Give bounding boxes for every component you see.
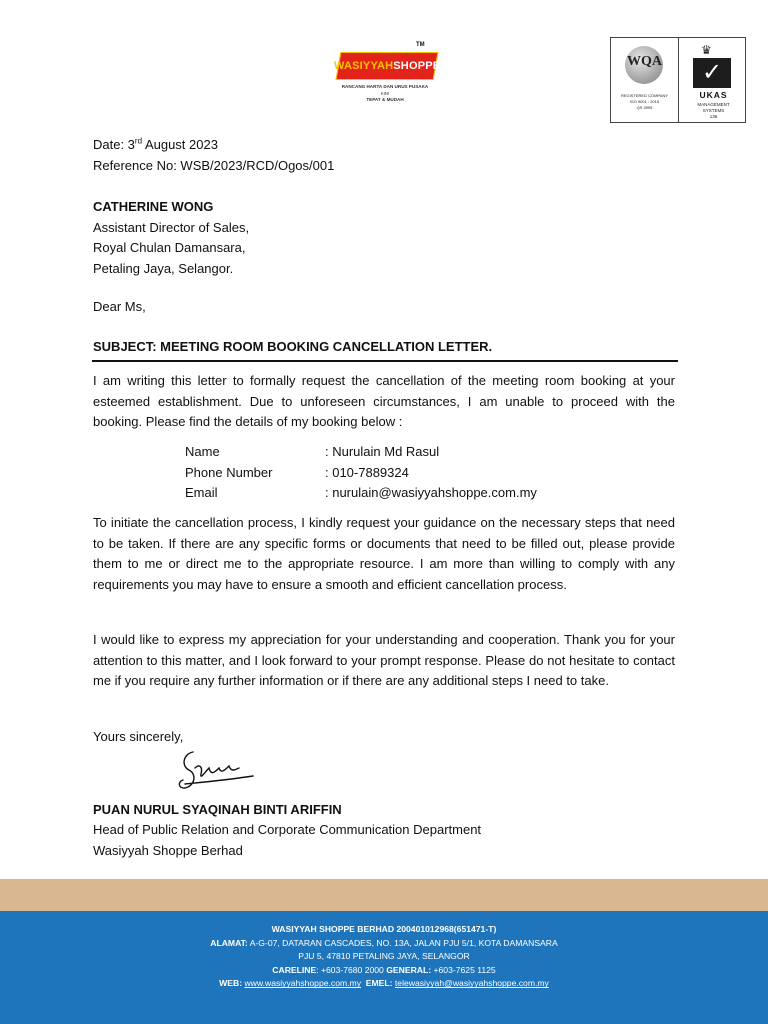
detail-value: : nurulain@wasiyyahshoppe.com.my bbox=[325, 485, 537, 501]
qs-label: QS 3995 bbox=[636, 105, 653, 110]
signature-icon bbox=[165, 746, 257, 794]
salutation: Dear Ms, bbox=[93, 299, 146, 314]
company-logo bbox=[330, 42, 440, 108]
detail-row-email bbox=[185, 483, 537, 504]
detail-value: : Nurulain Md Rasul bbox=[325, 444, 440, 459]
ukas-sub-1: MANAGEMENT bbox=[697, 102, 730, 107]
checkmark-icon: ✓ bbox=[693, 58, 731, 88]
ukas-sub-3: 136 bbox=[709, 114, 718, 119]
footer-phones: CARELINE: +603-7680 2000 GENERAL: +603-7625 1125 bbox=[272, 964, 496, 975]
detail-row-name bbox=[185, 442, 537, 463]
ukas-sub-2: SYSTEMS bbox=[702, 108, 725, 113]
subject-divider bbox=[92, 360, 678, 362]
detail-label: Phone Number bbox=[185, 464, 273, 480]
logo-tagline-1: RANCANG HARTA DAN URUS PUSAKA bbox=[341, 84, 429, 89]
wqa-label: WQA bbox=[627, 54, 662, 69]
footer-band bbox=[0, 879, 768, 911]
footer-company: WASIYYAH SHOPPE BERHAD 200401012968(651471-T) bbox=[271, 924, 497, 934]
certification-badge bbox=[610, 37, 746, 123]
footer bbox=[0, 911, 768, 1024]
paragraph-1: I am writing this letter to formally request the cancellation of the meeting room booking at your esteemed establishment. Due to unforeseen circumstances, I am unable to proceed with the booking. Please find the details of my booking below : bbox=[93, 373, 675, 430]
ukas-label: UKAS bbox=[699, 90, 728, 100]
logo-trademark: TM bbox=[416, 42, 425, 48]
footer-web-email: WEB: www.wasiyyahshoppe.com.my EMEL: telewasiyyah@wasiyyahshoppe.com.my bbox=[219, 978, 549, 989]
logo-word-part2: SHOPPE bbox=[393, 60, 441, 72]
paragraph-3: I would like to express my appreciation for your understanding and cooperation. Thank you for your attention to this matter, and I look forward to your prompt response. Please do not hesitate to contact me if you require any further information or if there are any additional steps I need to take. bbox=[93, 632, 675, 689]
closing: Yours sincerely, bbox=[93, 729, 184, 744]
detail-value: : 010-7889324 bbox=[325, 464, 409, 480]
footer-address-2: PJU 5, 47810 PETALING JAYA, SELANGOR bbox=[298, 951, 470, 962]
signer-company: Wasiyyah Shoppe Berhad bbox=[93, 843, 243, 858]
detail-label: Name bbox=[185, 444, 220, 459]
iso-label: ISO 9001 : 2015 bbox=[629, 99, 660, 104]
recipient-line-3: Petaling Jaya, Selangor. bbox=[93, 261, 234, 276]
logo-word-part1: WASIYYAH bbox=[333, 60, 394, 72]
booking-details bbox=[185, 442, 537, 504]
paragraph-2: To initiate the cancellation process, I kindly request your guidance on the necessary steps that need to be taken. If there are any specific forms or documents that need to be filled out, please provide them to me or direct me to the appropriate resource. I am more than willing to comply with any requirements you may have to ensure a smooth and efficient cancellation process. bbox=[93, 515, 675, 592]
logo-wordmark bbox=[333, 52, 441, 80]
ukas-certification bbox=[679, 38, 745, 122]
signer-title: Head of Public Relation and Corporate Communication Department bbox=[93, 822, 482, 837]
footer-address-1: ALAMAT: A-G-07, DATARAN CASCADES, NO. 13A, JALAN PJU 5/1, KOTA DAMANSARA bbox=[210, 937, 558, 948]
signer-name: PUAN NURUL SYAQINAH BINTI ARIFFIN bbox=[93, 802, 342, 817]
crown-icon: ♛ bbox=[701, 43, 712, 57]
website-link[interactable]: www.wasiyyahshoppe.com.my bbox=[244, 978, 361, 989]
recipient-line-2: Royal Chulan Damansara, bbox=[93, 240, 246, 255]
logo-tagline-3: TEPAT & MUDAH bbox=[366, 97, 404, 102]
logo-tagline-2: KINI bbox=[380, 91, 390, 96]
wqa-certification bbox=[611, 38, 679, 122]
letter-date: Date: 3rd August 2023 bbox=[93, 136, 218, 152]
email-link[interactable]: telewasiyyah@wasiyyahshoppe.com.my bbox=[394, 978, 549, 989]
detail-row-phone bbox=[185, 463, 537, 484]
reference-number: Reference No: WSB/2023/RCD/Ogos/001 bbox=[93, 158, 335, 173]
recipient-line-1: Assistant Director of Sales, bbox=[93, 220, 250, 235]
recipient-name: CATHERINE WONG bbox=[93, 199, 214, 214]
subject-line: SUBJECT: MEETING ROOM BOOKING CANCELLATION LETTER. bbox=[93, 339, 493, 354]
registered-company-label: REGISTERED COMPANY bbox=[620, 93, 669, 98]
detail-label: Email bbox=[185, 485, 218, 501]
